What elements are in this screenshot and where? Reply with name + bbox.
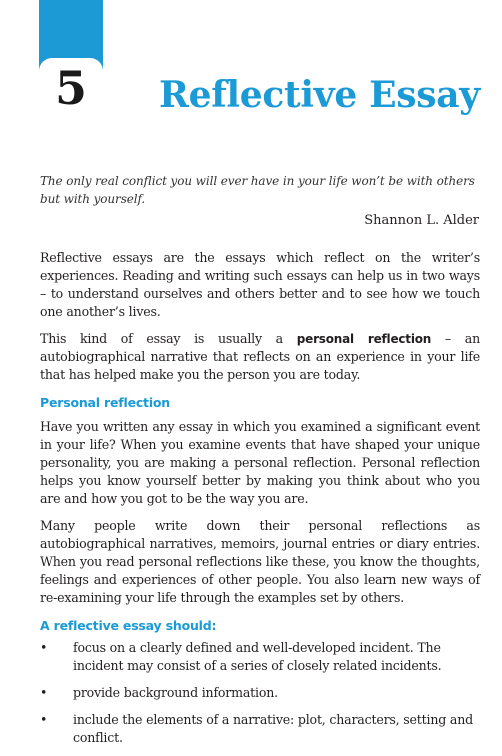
chapter-number: 5 — [54, 61, 87, 115]
intro-paragraph-1: Reflective essays are the essays which reflect on the writer’s experiences. Reading and writing such essays can help us in two ways – to understand ourselves and others better and to see how we touch one another’s lives. — [40, 250, 480, 319]
list-item-text: provide background information. — [73, 685, 278, 700]
intro-p2-start: This kind of essay is usually a — [40, 331, 297, 346]
epigraph-quote: The only real conflict you will ever have in your life won’t be with others but with yourself. — [40, 174, 475, 206]
section-heading-reflective-essay-should: A reflective essay should: — [40, 618, 217, 633]
chapter-title: Reflective Essay — [159, 74, 480, 116]
bullet: • — [40, 640, 48, 655]
section1-paragraph-2: Many people write down their personal reflections as autobiographical narratives, memoirs, journal entries or diary entries. When you read personal reflections like these, you know the thoughts, feelings and experiences of other people. You also learn new ways of re-examining your life through the examples set by others. — [40, 518, 480, 605]
bullet: • — [40, 685, 48, 700]
intro-p2-end: – an autobiographical narrative that reflects on an experience in your life that has helped make you the person you are today. — [40, 331, 480, 382]
list-item-text: focus on a clearly defined and well-developed incident. The incident may consist of a series of closely related incidents. — [73, 640, 442, 673]
section-heading-personal-reflection: Personal reflection — [40, 395, 171, 410]
bullet: • — [40, 712, 48, 727]
main-content — [40, 249, 480, 756]
personal-reflection-term: personal reflection — [296, 332, 432, 346]
list-item — [40, 684, 480, 702]
list-item — [40, 711, 480, 747]
intro-paragraph-2 — [40, 330, 480, 384]
epigraph-author: Shannon L. Alder — [364, 213, 479, 228]
list-item — [40, 639, 480, 675]
requirements-list — [40, 639, 480, 747]
list-item-text: include the elements of a narrative: plot, characters, setting and conflict. — [73, 712, 473, 745]
section1-paragraph-1: Have you written any essay in which you examined a significant event in your life? When you examine events that have shaped your unique personality, you are making a personal reflection. Personal reflection helps you know yourself better by making you think about who you are and how you got to be the way you are. — [40, 419, 480, 506]
